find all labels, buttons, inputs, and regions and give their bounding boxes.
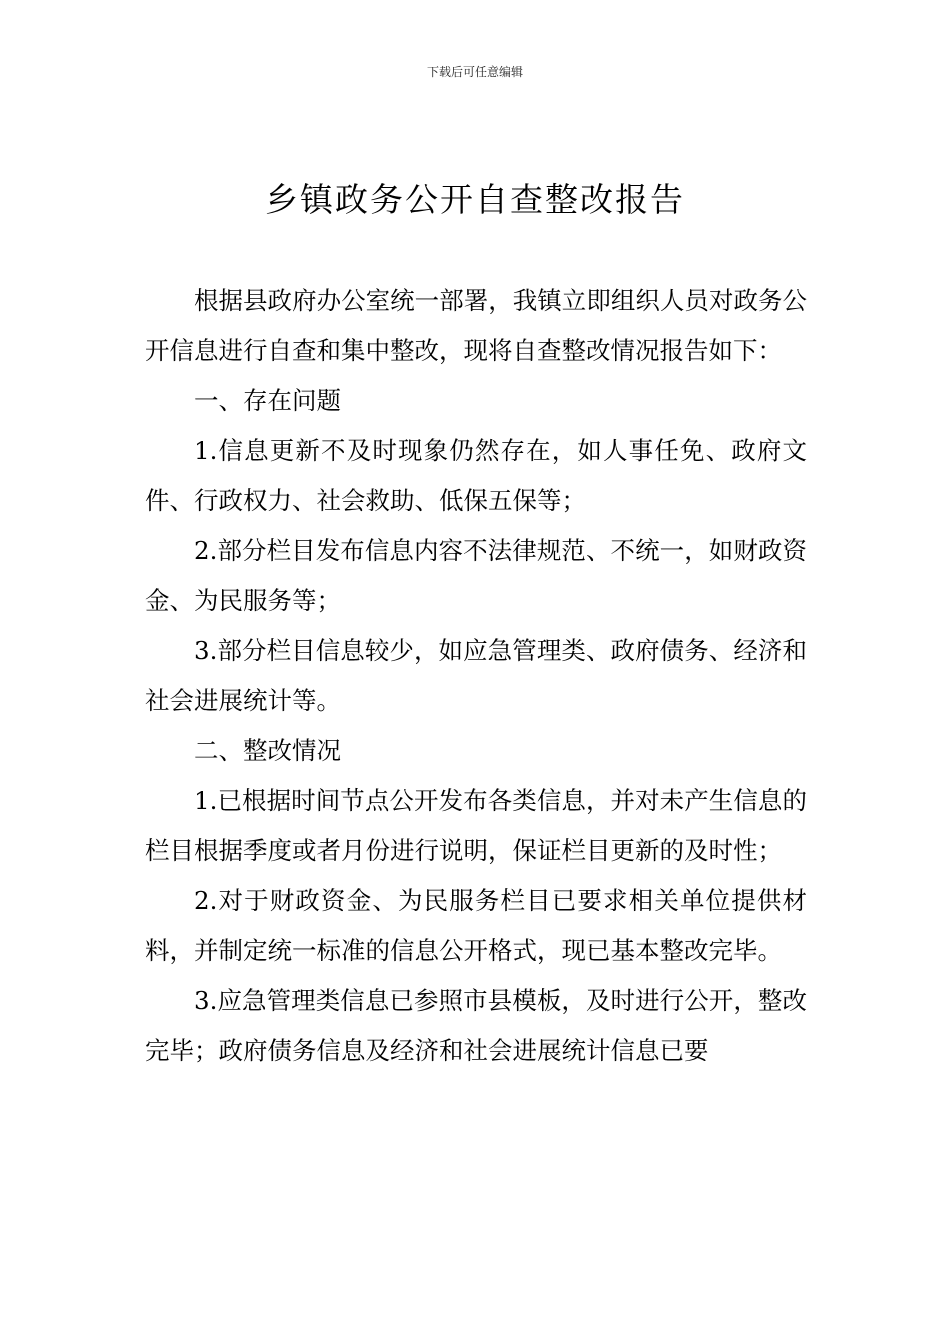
problem-item-1: 1.信息更新不及时现象仍然存在，如人事任免、政府文件、行政权力、社会救助、低保五保等； — [145, 436, 807, 515]
header-note: 下载后可任意编辑 — [426, 65, 523, 79]
rectification-item-2: 2.对于财政资金、为民服务栏目已要求相关单位提供材料，并制定统一标准的信息公开格式，现已基本整改完毕。 — [145, 886, 807, 965]
section-heading-rectification: 二、整改情况 — [194, 736, 341, 765]
rectification-item-3: 3.应急管理类信息已参照市县模板，及时进行公开，整改完毕；政府债务信息及经济和社会进展统计信息已要 — [145, 986, 807, 1065]
problem-item-2: 2.部分栏目发布信息内容不法律规范、不统一，如财政资金、为民服务等； — [145, 536, 807, 615]
document-body — [145, 276, 807, 1076]
section-heading-problems: 一、存在问题 — [194, 386, 341, 415]
rectification-item-1: 1.已根据时间节点公开发布各类信息，并对未产生信息的栏目根据季度或者月份进行说明，保证栏目更新的及时性； — [145, 786, 807, 865]
intro-paragraph: 根据县政府办公室统一部署，我镇立即组织人员对政务公开信息进行自查和集中整改，现将自查整改情况报告如下： — [145, 286, 807, 365]
document-title: 乡镇政务公开自查整改报告 — [265, 180, 685, 219]
problem-item-3: 3.部分栏目信息较少，如应急管理类、政府债务、经济和社会进展统计等。 — [145, 636, 807, 715]
